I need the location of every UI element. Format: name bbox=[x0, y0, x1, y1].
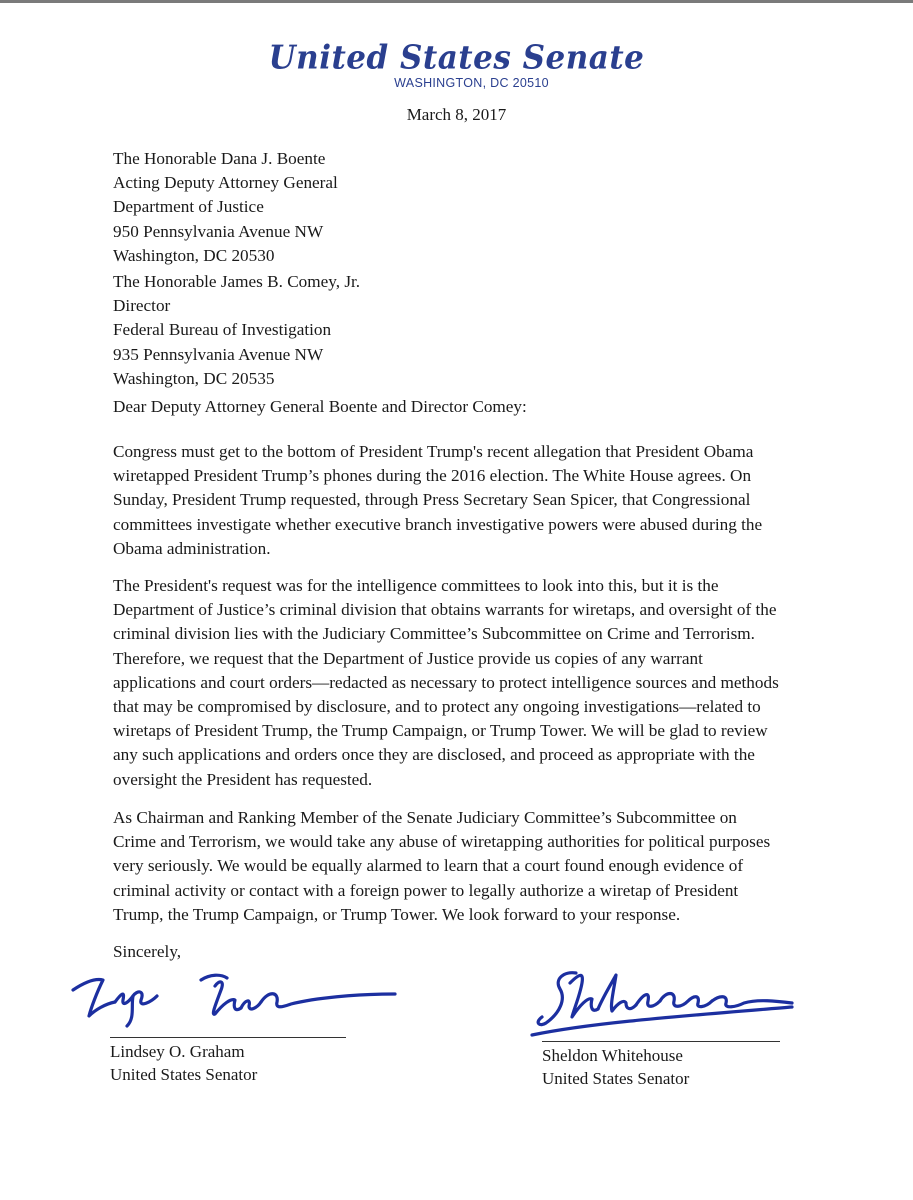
paragraph-line: oversight the President has requested. bbox=[113, 769, 373, 789]
senate-address: WASHINGTON, DC 20510 bbox=[394, 76, 549, 90]
paragraph-line: Trump, the Trump Campaign, or Trump Tower. We look forward to your response. bbox=[113, 904, 681, 924]
signer-name: Sheldon Whitehouse bbox=[542, 1046, 683, 1065]
paragraph-line: Congress must get to the bottom of President Trump's recent allegation that President Obama bbox=[113, 442, 754, 461]
paragraph-line: criminal activity or contact with a foreign power to legally authorize a wiretap of President bbox=[113, 880, 739, 900]
address-line: 950 Pennsylvania Avenue NW bbox=[113, 221, 324, 241]
closing: Sincerely, bbox=[113, 942, 182, 961]
paragraph-line: Sunday, President Trump requested, through Press Secretary Sean Spicer, that Congressional bbox=[113, 490, 751, 510]
address-line: The Honorable Dana J. Boente bbox=[113, 149, 326, 168]
paragraph-line: Department of Justice’s criminal division that obtains warrants for wiretaps, and oversight of the bbox=[113, 600, 777, 620]
signer-name: Lindsey O. Graham bbox=[110, 1042, 245, 1061]
paragraph-line: criminal division lies with the Judiciary Committee’s Subcommittee on Crime and Terrorism. bbox=[113, 624, 755, 644]
letterhead bbox=[0, 40, 913, 90]
address-line: Director bbox=[113, 296, 171, 316]
signer-whitehouse bbox=[542, 1044, 689, 1090]
recipient-address-comey bbox=[113, 270, 360, 391]
address-line: The Honorable James B. Comey, Jr. bbox=[113, 272, 361, 291]
signer-graham bbox=[110, 1040, 257, 1086]
address-line: Acting Deputy Attorney General bbox=[113, 173, 338, 193]
address-line: Department of Justice bbox=[113, 197, 264, 217]
salutation: Dear Deputy Attorney General Boente and Director Comey: bbox=[113, 397, 527, 416]
paragraph-line: As Chairman and Ranking Member of the Senate Judiciary Committee’s Subcommittee on bbox=[113, 808, 737, 827]
signer-title: United States Senator bbox=[110, 1065, 258, 1084]
signature-line-graham bbox=[110, 1037, 346, 1038]
body-paragraph-2 bbox=[113, 574, 813, 792]
letter-date: March 8, 2017 bbox=[406, 105, 507, 124]
signature-whitehouse bbox=[530, 965, 800, 1040]
paragraph-line: very seriously. We would be equally alarmed to learn that a court found enough evidence of bbox=[113, 856, 744, 876]
address-line: Washington, DC 20530 bbox=[113, 245, 275, 265]
paragraph-line: any such applications and orders once they are disclosed, and proceed as appropriate with the bbox=[113, 745, 755, 765]
paragraph-line: The President's request was for the intelligence committees to look into this, but it is the bbox=[113, 576, 719, 595]
signature-line-whitehouse bbox=[542, 1041, 780, 1042]
top-border bbox=[0, 0, 913, 3]
paragraph-line: that may be compromised by disclosure, and to protect any ongoing investigations—related to bbox=[113, 697, 761, 717]
address-line: 935 Pennsylvania Avenue NW bbox=[113, 344, 324, 364]
address-line: Washington, DC 20535 bbox=[113, 368, 275, 388]
paragraph-line: wiretaps of President Trump, the Trump Campaign, or Trump Tower. We will be glad to review bbox=[113, 721, 768, 741]
paragraph-line: Obama administration. bbox=[113, 538, 271, 558]
recipient-address-boente bbox=[113, 147, 338, 268]
paragraph-line: committees investigate whether executive branch investigative powers were abused during the bbox=[113, 514, 763, 534]
paragraph-line: Therefore, we request that the Department of Justice provide us copies of any warrant bbox=[113, 648, 703, 668]
paragraph-line: applications and court orders—redacted as necessary to protect intelligence sources and methods bbox=[113, 672, 779, 692]
signer-title: United States Senator bbox=[542, 1069, 690, 1088]
signature-graham bbox=[65, 960, 405, 1030]
body-paragraph-3 bbox=[113, 806, 813, 927]
paragraph-line: wiretapped President Trump’s phones during the 2016 election. The White House agrees. On bbox=[113, 466, 752, 486]
paragraph-line: Crime and Terrorism, we would take any abuse of wiretapping authorities for political purposes bbox=[113, 832, 771, 852]
body-paragraph-1 bbox=[113, 440, 813, 561]
senate-title: United States Senate bbox=[268, 39, 645, 77]
address-line: Federal Bureau of Investigation bbox=[113, 320, 332, 340]
